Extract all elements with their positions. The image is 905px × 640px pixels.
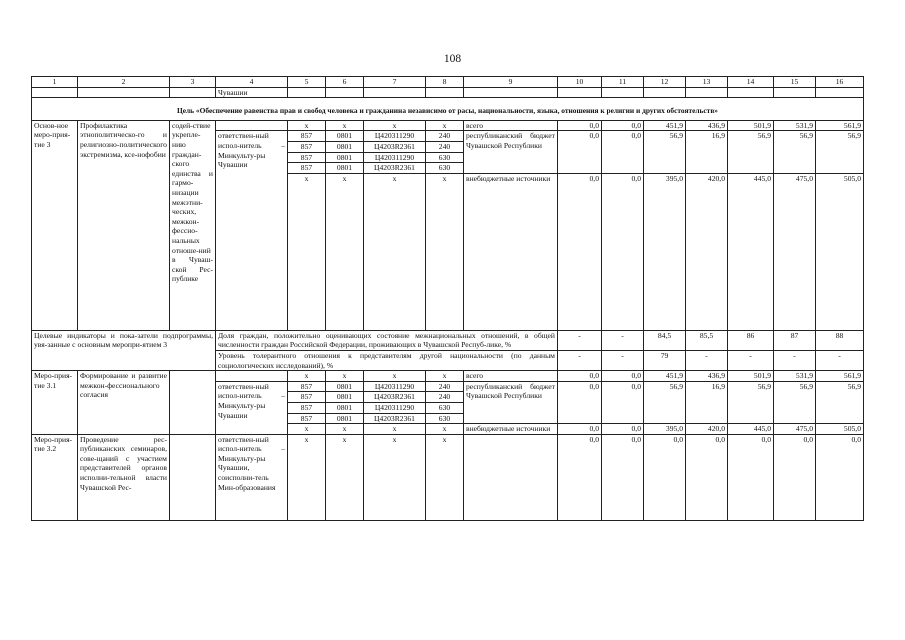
budget-table xyxy=(31,76,864,521)
value-cell: 395,0 xyxy=(644,173,686,330)
expense-code: х xyxy=(426,173,464,330)
responsible-executor: ответствен-ный испол-нитель – Минкульту-ры Чувашии xyxy=(216,131,288,330)
value-cell: 0,0 xyxy=(558,173,602,330)
target-code: Ц420311290 xyxy=(364,381,426,392)
value-cell: 0,0 xyxy=(602,371,644,382)
expense-code: х xyxy=(426,371,464,382)
grbs-code: 857 xyxy=(288,131,326,142)
value-cell: 0,0 xyxy=(602,173,644,330)
expense-code: 240 xyxy=(426,131,464,142)
value-cell: 501,9 xyxy=(728,371,774,382)
event-number: Меро-прия-тие 3.2 xyxy=(32,434,78,520)
section-code: 0801 xyxy=(326,413,364,424)
event-title: Формирование и развитие межкон-фессионального согласия xyxy=(78,371,170,435)
target-code: х xyxy=(364,120,426,131)
expense-code: 630 xyxy=(426,413,464,424)
indicators-label: Целевые индикаторы и пока-затели подпрограммы, увя-занные с основным меропри-ятием 3 xyxy=(32,330,216,370)
event-number: Меро-прия-тие 3.1 xyxy=(32,371,78,435)
indicator-text: Уровень толерантного отношения к представителям другой национальности (по данным социологических исследований), % xyxy=(216,350,558,370)
target-code: х xyxy=(364,434,426,520)
section-code: 0801 xyxy=(326,381,364,392)
goal-text: Цель «Обеспечение равенства прав и свобод человека и гражданина независимо от расы, национальности, языка, отношения к религии и других обстоятельств» xyxy=(32,98,864,121)
value-cell: 56,9 xyxy=(816,381,864,423)
column-number: 12 xyxy=(644,77,686,88)
value-cell: 0,0 xyxy=(558,371,602,382)
funding-source: внебюджетные источники xyxy=(464,424,558,435)
value-cell: 56,9 xyxy=(774,381,816,423)
grbs-code: 857 xyxy=(288,402,326,413)
value-cell: 505,0 xyxy=(816,424,864,435)
expense-code: х xyxy=(426,434,464,520)
value-cell: 420,0 xyxy=(686,173,728,330)
funding-source: внебюджетные источники xyxy=(464,173,558,330)
column-number: 13 xyxy=(686,77,728,88)
goal-row xyxy=(32,98,864,121)
section-code: х xyxy=(326,120,364,131)
expense-code: 630 xyxy=(426,152,464,163)
target-code: х xyxy=(364,424,426,435)
value-cell: 0,0 xyxy=(602,424,644,435)
value-cell: 0,0 xyxy=(816,434,864,520)
expense-code: 240 xyxy=(426,141,464,152)
value-cell: 531,9 xyxy=(774,371,816,382)
value-cell: - xyxy=(602,350,644,370)
event-number: Основ-ное меро-прия-тие 3 xyxy=(32,120,78,330)
value-cell: 436,9 xyxy=(686,371,728,382)
section-code: х xyxy=(326,424,364,435)
target-code: х xyxy=(364,173,426,330)
indicator-text: Доля граждан, положительно оценивающих состояние межнациональных отношений, в общей численности граждан Российской Федерации, проживающих в Чувашской Респуб-лике, % xyxy=(216,330,558,350)
value-cell: 0,0 xyxy=(558,434,602,520)
section-code: 0801 xyxy=(326,402,364,413)
expense-code: 630 xyxy=(426,163,464,174)
carryover-row xyxy=(32,87,864,98)
grbs-code: 857 xyxy=(288,381,326,392)
value-cell: 88 xyxy=(816,330,864,350)
column-number: 5 xyxy=(288,77,326,88)
value-cell: 451,9 xyxy=(644,120,686,131)
expense-code: 630 xyxy=(426,402,464,413)
target-code: Ц420311290 xyxy=(364,131,426,142)
value-cell: 0,0 xyxy=(602,381,644,423)
column-number: 11 xyxy=(602,77,644,88)
value-cell: 531,9 xyxy=(774,120,816,131)
section-code: х xyxy=(326,371,364,382)
responsible-executor: ответствен-ный испол-нитель – Минкульту-ры Чувашии, соисполни-тель Мин-образования xyxy=(216,434,288,520)
event-title: Профилактика этнополитическо-го и религиозно-политического экстремизма, ксе-нофобии xyxy=(78,120,170,330)
target-code: Ц4203R2361 xyxy=(364,392,426,403)
column-number: 10 xyxy=(558,77,602,88)
section-code: 0801 xyxy=(326,131,364,142)
value-cell: 56,9 xyxy=(644,131,686,173)
value-cell: 0,0 xyxy=(558,381,602,423)
section-code: 0801 xyxy=(326,152,364,163)
value-cell: 85,5 xyxy=(686,330,728,350)
value-cell: 395,0 xyxy=(644,424,686,435)
column-number: 8 xyxy=(426,77,464,88)
table-row xyxy=(32,371,864,382)
responsible-executor: ответствен-ный испол-нитель – Минкульту-ры Чувашии xyxy=(216,381,288,434)
section-code: х xyxy=(326,434,364,520)
value-cell: - xyxy=(558,350,602,370)
column-number: 3 xyxy=(170,77,216,88)
value-cell: 475,0 xyxy=(774,173,816,330)
value-cell: 561,9 xyxy=(816,120,864,131)
column-number: 15 xyxy=(774,77,816,88)
value-cell: 445,0 xyxy=(728,173,774,330)
grbs-code: х xyxy=(288,371,326,382)
target-code: Ц4203R2361 xyxy=(364,413,426,424)
section-code: х xyxy=(326,173,364,330)
section-code: 0801 xyxy=(326,163,364,174)
grbs-code: х xyxy=(288,434,326,520)
value-cell: 0,0 xyxy=(602,434,644,520)
value-cell: 0,0 xyxy=(558,424,602,435)
value-cell: 0,0 xyxy=(686,434,728,520)
value-cell: 56,9 xyxy=(644,381,686,423)
value-cell: 561,9 xyxy=(816,371,864,382)
expense-code: х xyxy=(426,424,464,435)
page-number: 108 xyxy=(443,53,462,65)
value-cell: - xyxy=(558,330,602,350)
target-code: Ц4203R2361 xyxy=(364,163,426,174)
value-cell: 84,5 xyxy=(644,330,686,350)
table-row xyxy=(32,434,864,520)
expense-code: 240 xyxy=(426,381,464,392)
expense-code: 240 xyxy=(426,392,464,403)
value-cell: 451,9 xyxy=(644,371,686,382)
target-code: Ц4203R2361 xyxy=(364,141,426,152)
value-cell: - xyxy=(728,350,774,370)
grbs-code: 857 xyxy=(288,141,326,152)
value-cell: 87 xyxy=(774,330,816,350)
section-code: 0801 xyxy=(326,141,364,152)
grbs-code: х xyxy=(288,173,326,330)
value-cell: 56,9 xyxy=(774,131,816,173)
value-cell: - xyxy=(774,350,816,370)
value-cell: 0,0 xyxy=(602,131,644,173)
value-cell: 436,9 xyxy=(686,120,728,131)
column-number: 2 xyxy=(78,77,170,88)
grbs-code: х xyxy=(288,120,326,131)
value-cell: 0,0 xyxy=(774,434,816,520)
value-cell: 0,0 xyxy=(558,131,602,173)
column-number: 4 xyxy=(216,77,288,88)
column-number: 7 xyxy=(364,77,426,88)
column-number: 6 xyxy=(326,77,364,88)
column-number: 9 xyxy=(464,77,558,88)
value-cell: - xyxy=(816,350,864,370)
funding-source: всего xyxy=(464,371,558,382)
value-cell: - xyxy=(602,330,644,350)
value-cell: 79 xyxy=(644,350,686,370)
grbs-code: 857 xyxy=(288,163,326,174)
value-cell: 501,9 xyxy=(728,120,774,131)
carryover-text: Чувашии xyxy=(216,87,288,98)
value-cell: 56,9 xyxy=(816,131,864,173)
section-code: 0801 xyxy=(326,392,364,403)
value-cell: 0,0 xyxy=(602,120,644,131)
grbs-code: 857 xyxy=(288,152,326,163)
value-cell: 56,9 xyxy=(728,381,774,423)
value-cell: - xyxy=(686,350,728,370)
column-number: 1 xyxy=(32,77,78,88)
funding-source: республиканский бюджет Чувашской Республики xyxy=(464,131,558,173)
column-number: 16 xyxy=(816,77,864,88)
value-cell: 16,9 xyxy=(686,131,728,173)
value-cell: 0,0 xyxy=(644,434,686,520)
target-code: Ц420311290 xyxy=(364,152,426,163)
table-row xyxy=(32,120,864,131)
value-cell: 0,0 xyxy=(728,434,774,520)
column-number: 14 xyxy=(728,77,774,88)
grbs-code: 857 xyxy=(288,413,326,424)
event-title: Проведение рес-публиканских семинаров, сове-щаний с участием представителей органов исполни-тельной власти Чувашской Рес- xyxy=(78,434,170,520)
value-cell: 0,0 xyxy=(558,120,602,131)
value-cell: 445,0 xyxy=(728,424,774,435)
target-code: Ц420311290 xyxy=(364,402,426,413)
grbs-code: х xyxy=(288,424,326,435)
value-cell: 86 xyxy=(728,330,774,350)
value-cell: 16,9 xyxy=(686,381,728,423)
column-number-row xyxy=(32,77,864,88)
grbs-code: 857 xyxy=(288,392,326,403)
funding-source: республиканский бюджет Чувашской Республики xyxy=(464,381,558,423)
value-cell: 56,9 xyxy=(728,131,774,173)
value-cell: 420,0 xyxy=(686,424,728,435)
event-goal: содей-ствие укрепле-нию граждан-ского единства и гармо-низации межэтни-ческих, межкон-фессио-нальных отноше-ний в Чуваш-ской Рес-публике xyxy=(170,120,216,330)
value-cell: 475,0 xyxy=(774,424,816,435)
table-row xyxy=(32,330,864,350)
target-code: х xyxy=(364,371,426,382)
expense-code: х xyxy=(426,120,464,131)
funding-source: всего xyxy=(464,120,558,131)
value-cell: 505,0 xyxy=(816,173,864,330)
